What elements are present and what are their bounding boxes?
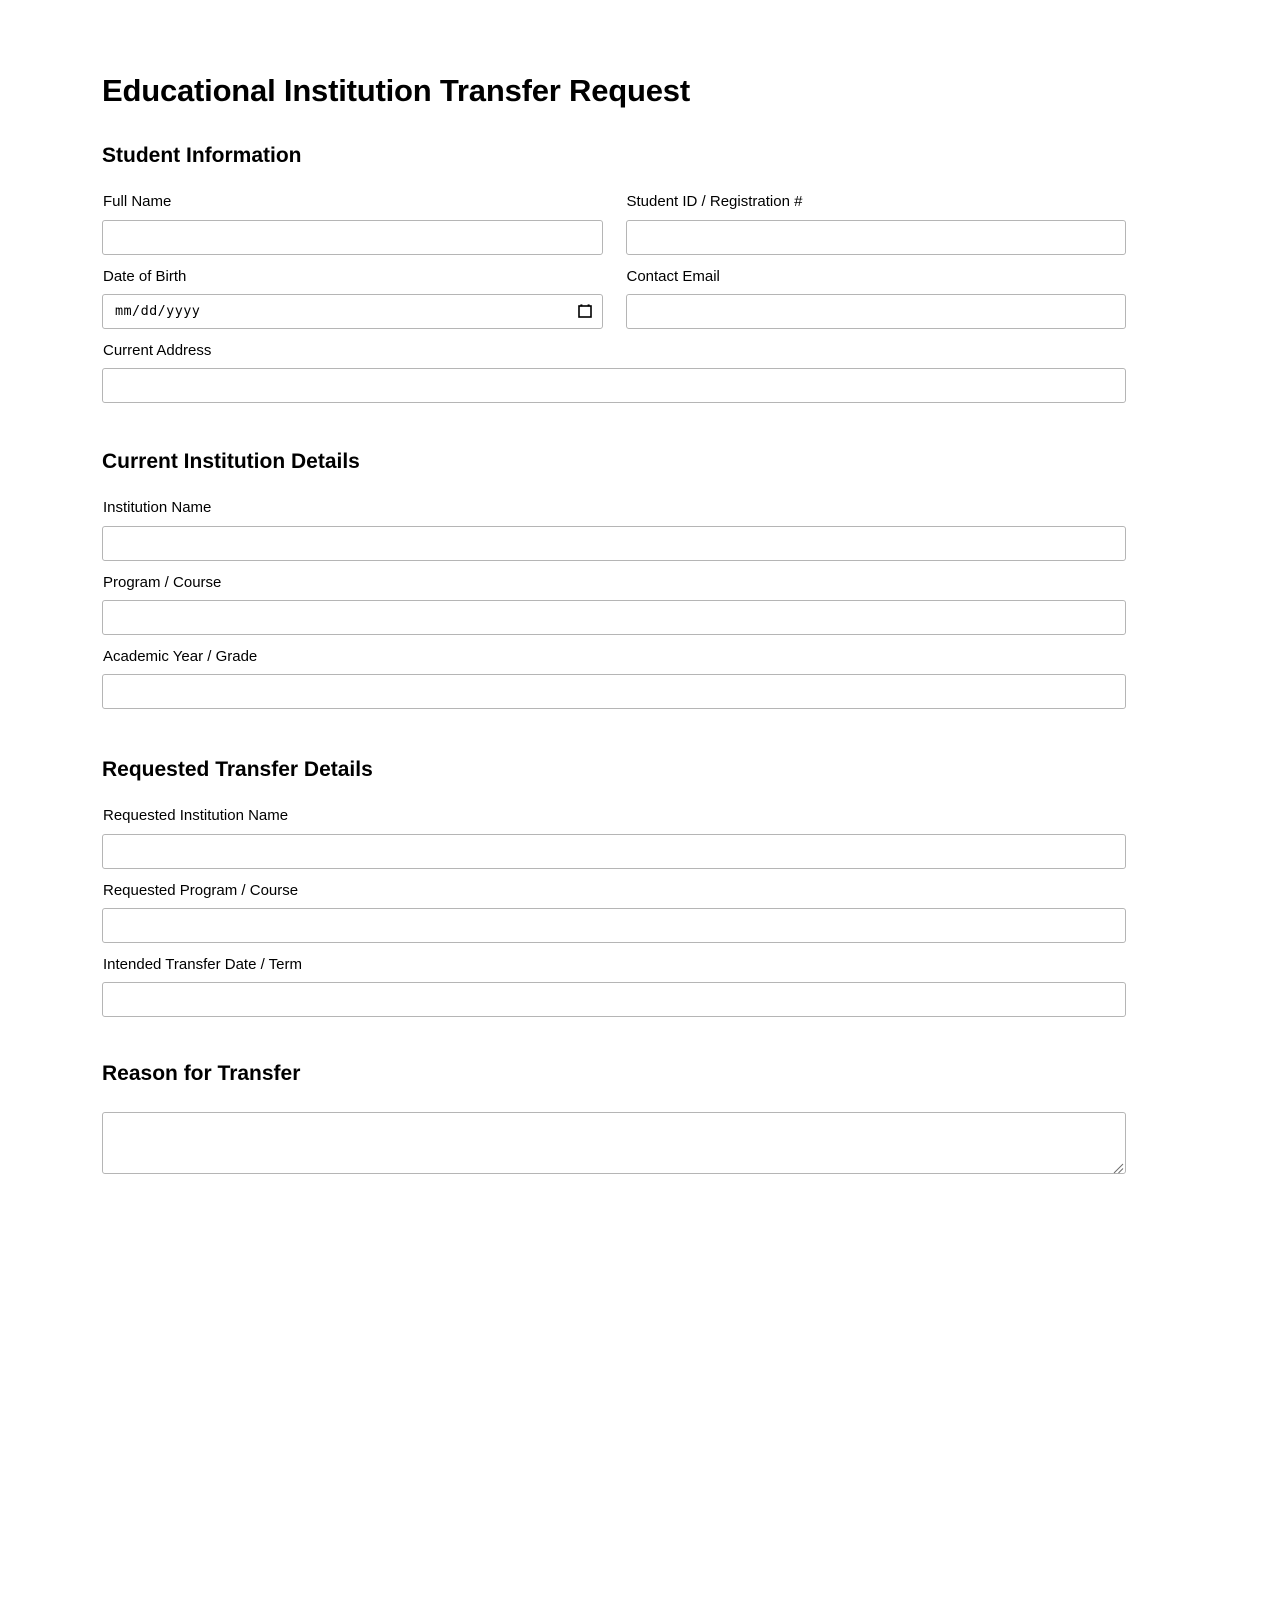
section-student-information: [102, 143, 1126, 403]
field-date-of-birth: [102, 267, 603, 329]
field-full-name: [102, 192, 603, 254]
label-requested-program-course: Requested Program / Course: [103, 881, 299, 899]
section-reason-for-transfer: [102, 1061, 1126, 1174]
field-student-id: [626, 192, 1127, 266]
date-of-birth-input[interactable]: [102, 294, 603, 329]
date-of-birth-placeholder: mm/dd/yyyy: [115, 303, 201, 320]
academic-year-grade-input[interactable]: [102, 674, 1126, 709]
label-requested-institution-name: Requested Institution Name: [103, 807, 289, 825]
section-heading-reason-for-transfer: Reason for Transfer: [102, 1062, 301, 1085]
requested-program-course-input[interactable]: [102, 908, 1126, 943]
section-heading-requested-transfer-details: Requested Transfer Details: [102, 758, 373, 782]
field-requested-program-course: [102, 881, 1126, 943]
label-date-of-birth: Date of Birth: [103, 267, 187, 285]
field-current-address: [102, 341, 1126, 403]
field-reason-for-transfer: [102, 1112, 1126, 1174]
program-course-input[interactable]: [102, 600, 1126, 635]
contact-email-input[interactable]: [626, 294, 1127, 329]
label-full-name: Full Name: [103, 193, 172, 211]
label-student-id: Student ID / Registration #: [626, 193, 803, 211]
field-contact-email: [626, 267, 1127, 341]
section-heading-current-institution-details: Current Institution Details: [102, 450, 360, 474]
field-academic-year-grade: [102, 647, 1126, 709]
reason-for-transfer-control: [102, 1112, 1126, 1174]
full-name-input[interactable]: [102, 220, 603, 255]
label-academic-year-grade: Academic Year / Grade: [103, 647, 258, 665]
calendar-icon[interactable]: [578, 304, 592, 318]
label-current-address: Current Address: [103, 341, 212, 359]
label-contact-email: Contact Email: [626, 267, 720, 285]
form-row: [102, 267, 1126, 341]
field-requested-institution-name: [102, 806, 1126, 868]
section-current-institution-details: [102, 449, 1126, 709]
section-requested-transfer-details: [102, 757, 1126, 1017]
institution-name-input[interactable]: [102, 526, 1126, 561]
field-institution-name: [102, 498, 1126, 560]
date-of-birth-control: [102, 294, 603, 329]
field-intended-transfer-date-term: [102, 955, 1126, 1017]
label-program-course: Program / Course: [103, 573, 222, 591]
reason-for-transfer-textarea[interactable]: [102, 1112, 1126, 1174]
requested-institution-name-input[interactable]: [102, 834, 1126, 869]
section-heading-student-information: Student Information: [102, 144, 302, 168]
page-title: Educational Institution Transfer Request: [102, 73, 690, 108]
label-institution-name: Institution Name: [103, 499, 212, 517]
label-intended-transfer-date-term: Intended Transfer Date / Term: [103, 955, 302, 973]
intended-transfer-date-term-input[interactable]: [102, 982, 1126, 1017]
student-id-input[interactable]: [626, 220, 1127, 255]
current-address-input[interactable]: [102, 368, 1126, 403]
field-program-course: [102, 573, 1126, 635]
form-row: [102, 192, 1126, 266]
